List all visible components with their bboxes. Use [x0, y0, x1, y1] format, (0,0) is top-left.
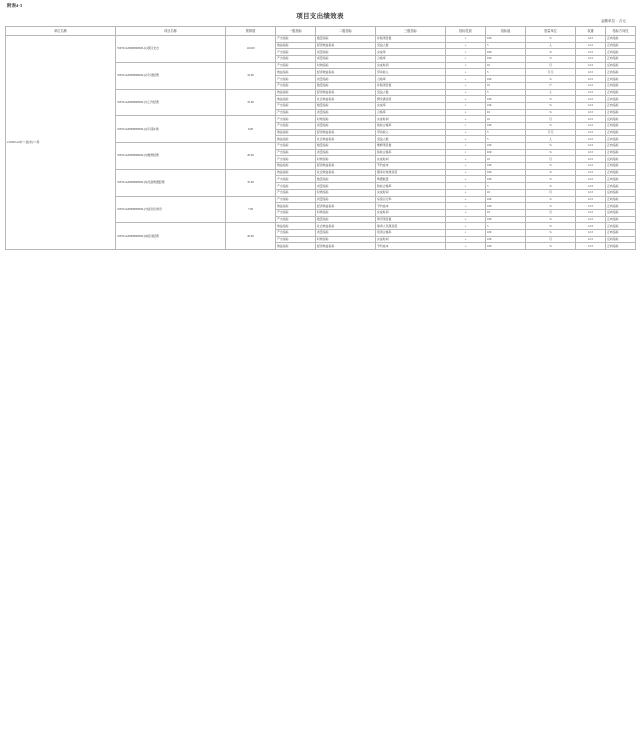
direction-cell: 正向指标	[606, 122, 636, 129]
indicator-nature-cell: ≥	[446, 176, 486, 183]
level1-indicator-cell: 效益指标	[276, 163, 316, 170]
indicator-value-cell: 10	[486, 156, 526, 163]
level3-indicator-cell: 验收合格率	[376, 183, 446, 190]
weight-cell: 12.5	[576, 143, 606, 150]
direction-cell: 正向指标	[606, 89, 636, 96]
direction-cell: 正向指标	[606, 149, 636, 156]
direction-cell: 正向指标	[606, 42, 636, 49]
level1-indicator-cell: 产出指标	[276, 236, 316, 243]
measure-unit-cell: %	[526, 102, 576, 109]
measure-unit-cell: 月	[526, 189, 576, 196]
weight-cell: 12.5	[576, 96, 606, 103]
direction-cell: 反向指标	[606, 236, 636, 243]
direction-cell: 正向指标	[606, 176, 636, 183]
project-name-cell: 350721220000000000-(2)专项经费	[116, 62, 226, 89]
level3-indicator-cell: 节约成本	[376, 203, 446, 210]
measure-unit-cell: 人	[526, 89, 576, 96]
measure-unit-cell: %	[526, 243, 576, 250]
header-cell: 二级指标	[316, 27, 376, 36]
header-cell: 一级指标	[276, 27, 316, 36]
weight-cell: 12.5	[576, 102, 606, 109]
weight-cell: 12.5	[576, 82, 606, 89]
level2-indicator-cell: 质量指标	[316, 56, 376, 63]
direction-cell: 正向指标	[606, 136, 636, 143]
level3-indicator-cell: 完成时间	[376, 62, 446, 69]
weight-cell: 12.5	[576, 136, 606, 143]
indicator-nature-cell: ≤	[446, 156, 486, 163]
indicator-value-cell: 100	[486, 96, 526, 103]
direction-cell: 正向指标	[606, 183, 636, 190]
indicator-nature-cell: =	[446, 122, 486, 129]
level2-indicator-cell: 数量指标	[316, 176, 376, 183]
level2-indicator-cell: 社会效益指标	[316, 223, 376, 230]
direction-cell: 正向指标	[606, 49, 636, 56]
direction-cell: 正向指标	[606, 243, 636, 250]
level3-indicator-cell: 维修项目数	[376, 143, 446, 150]
project-name-cell: 350721220000000000-(5)维修经费	[116, 143, 226, 170]
level3-indicator-cell: 带动收入	[376, 69, 446, 76]
budget-cell: 116.00	[226, 36, 276, 63]
indicator-nature-cell: ≥	[446, 203, 486, 210]
level3-indicator-cell: 系统运行率	[376, 196, 446, 203]
direction-cell: 正向指标	[606, 82, 636, 89]
amount-unit: 金额单位：万元	[600, 19, 626, 23]
header-cell: 指标性质	[446, 27, 486, 36]
measure-unit-cell: 月	[526, 236, 576, 243]
indicator-nature-cell: =	[446, 49, 486, 56]
level3-indicator-cell: 合格率	[376, 76, 446, 83]
measure-unit-cell: %	[526, 36, 576, 43]
table-body	[6, 36, 636, 250]
budget-cell: 35.00	[226, 169, 276, 196]
level3-indicator-cell: 受益人数	[376, 42, 446, 49]
project-name-cell: 350721220000000000-(8)培训经费	[116, 223, 226, 250]
level1-indicator-cell: 产出指标	[276, 102, 316, 109]
level2-indicator-cell: 质量指标	[316, 229, 376, 236]
level1-indicator-cell: 产出指标	[276, 189, 316, 196]
level3-indicator-cell: 完成时间	[376, 116, 446, 123]
level2-indicator-cell: 数量指标	[316, 143, 376, 150]
level2-indicator-cell: 经济效益指标	[316, 42, 376, 49]
measure-unit-cell: %	[526, 223, 576, 230]
budget-cell: 10.00	[226, 62, 276, 89]
level1-indicator-cell: 效益指标	[276, 129, 316, 136]
level2-indicator-cell: 质量指标	[316, 149, 376, 156]
level2-indicator-cell: 质量指标	[316, 76, 376, 83]
indicator-value-cell: 100	[486, 56, 526, 63]
measure-unit-cell: %	[526, 196, 576, 203]
measure-unit-cell: %	[526, 149, 576, 156]
header-cell: 单位名称	[6, 27, 116, 36]
indicator-value-cell: 100	[486, 229, 526, 236]
weight-cell: 12.5	[576, 229, 606, 236]
indicator-nature-cell: ≥	[446, 243, 486, 250]
level2-indicator-cell: 时效指标	[316, 156, 376, 163]
direction-cell: 正向指标	[606, 203, 636, 210]
measure-unit-cell: %	[526, 216, 576, 223]
direction-cell: 正向指标	[606, 102, 636, 109]
level3-indicator-cell: 验收合格率	[376, 149, 446, 156]
indicator-value-cell: 5	[486, 136, 526, 143]
level3-indicator-cell: 验收合格率	[376, 122, 446, 129]
direction-cell: 正向指标	[606, 36, 636, 43]
indicator-value-cell: 100	[486, 49, 526, 56]
indicator-value-cell: 100	[486, 143, 526, 150]
measure-unit-cell: %	[526, 143, 576, 150]
indicator-value-cell: 100	[486, 236, 526, 243]
level2-indicator-cell: 经济效益指标	[316, 243, 376, 250]
level2-indicator-cell: 时效指标	[316, 236, 376, 243]
measure-unit-cell: %	[526, 176, 576, 183]
measure-unit-cell: %	[526, 163, 576, 170]
measure-unit-cell: 户	[526, 82, 576, 89]
level3-indicator-cell: 补贴项目数	[376, 82, 446, 89]
project-name-cell: 350721220000000000-(4)专项补助	[116, 116, 226, 143]
level2-indicator-cell: 时效指标	[316, 62, 376, 69]
level3-indicator-cell: 参训人员满意度	[376, 223, 446, 230]
level3-indicator-cell: 建设项目数	[376, 216, 446, 223]
level2-indicator-cell: 经济效益指标	[316, 89, 376, 96]
level3-indicator-cell: 合格率	[376, 109, 446, 116]
level3-indicator-cell: 受益人数	[376, 136, 446, 143]
indicator-nature-cell: ≥	[446, 196, 486, 203]
weight-cell: 12.5	[576, 196, 606, 203]
weight-cell: 12.5	[576, 109, 606, 116]
level3-indicator-cell: 完成率	[376, 102, 446, 109]
level1-indicator-cell: 产出指标	[276, 176, 316, 183]
indicator-nature-cell: =	[446, 56, 486, 63]
indicator-value-cell: 5	[486, 89, 526, 96]
level1-indicator-cell: 产出指标	[276, 216, 316, 223]
indicator-nature-cell: ≥	[446, 109, 486, 116]
weight-cell: 12.5	[576, 149, 606, 156]
weight-cell: 12.5	[576, 42, 606, 49]
level1-indicator-cell: 产出指标	[276, 116, 316, 123]
indicator-nature-cell: ≤	[446, 62, 486, 69]
indicator-value-cell: 100	[486, 149, 526, 156]
direction-cell: 反向指标	[606, 62, 636, 69]
indicator-nature-cell: ≥	[446, 89, 486, 96]
budget-cell: 20.00	[226, 223, 276, 250]
weight-cell: 12.5	[576, 169, 606, 176]
measure-unit-cell: 月	[526, 209, 576, 216]
level2-indicator-cell: 经济效益指标	[316, 203, 376, 210]
measure-unit-cell: 月	[526, 116, 576, 123]
level2-indicator-cell: 时效指标	[316, 189, 376, 196]
measure-unit-cell: %	[526, 49, 576, 56]
weight-cell: 12.5	[576, 76, 606, 83]
level1-indicator-cell: 产出指标	[276, 82, 316, 89]
weight-cell: 12.5	[576, 89, 606, 96]
level1-indicator-cell: 产出指标	[276, 109, 316, 116]
weight-cell: 12.5	[576, 236, 606, 243]
indicator-value-cell: 100	[486, 216, 526, 223]
indicator-value-cell: 100	[486, 122, 526, 129]
level2-indicator-cell: 社会效益指标	[316, 96, 376, 103]
level3-indicator-cell: 服务对象满意度	[376, 169, 446, 176]
indicator-value-cell: 100	[486, 196, 526, 203]
level3-indicator-cell: 购置数量	[376, 176, 446, 183]
project-name-cell: 350721220000000000-(3)工作经费	[116, 89, 226, 116]
direction-cell: 正向指标	[606, 69, 636, 76]
level2-indicator-cell: 数量指标	[316, 36, 376, 43]
weight-cell: 12.5	[576, 183, 606, 190]
level1-indicator-cell: 产出指标	[276, 122, 316, 129]
indicator-nature-cell: ≤	[446, 189, 486, 196]
level1-indicator-cell: 效益指标	[276, 203, 316, 210]
unit-name-cell: 211000-xx市××县(市)××局	[6, 36, 116, 250]
weight-cell: 12.5	[576, 216, 606, 223]
indicator-nature-cell: ≥	[446, 42, 486, 49]
measure-unit-cell: %	[526, 76, 576, 83]
level2-indicator-cell: 质量指标	[316, 49, 376, 56]
weight-cell: 12.5	[576, 36, 606, 43]
indicator-value-cell: 100	[486, 102, 526, 109]
direction-cell: 正向指标	[606, 196, 636, 203]
measure-unit-cell: 月	[526, 62, 576, 69]
direction-cell: 正向指标	[606, 129, 636, 136]
level2-indicator-cell: 质量指标	[316, 183, 376, 190]
document-title: 项目支出绩效表	[296, 13, 344, 20]
weight-cell: 12.5	[576, 189, 606, 196]
level3-indicator-cell: 补贴项目数	[376, 36, 446, 43]
document-label: 附表4-3	[7, 3, 22, 8]
level1-indicator-cell: 效益指标	[276, 69, 316, 76]
indicator-value-cell: 100	[486, 169, 526, 176]
direction-cell: 反向指标	[606, 116, 636, 123]
indicator-value-cell: 10	[486, 209, 526, 216]
level1-indicator-cell: 产出指标	[276, 196, 316, 203]
direction-cell: 正向指标	[606, 96, 636, 103]
budget-cell: 20.00	[226, 143, 276, 170]
level1-indicator-cell: 产出指标	[276, 209, 316, 216]
indicator-nature-cell: =	[446, 76, 486, 83]
project-name-cell: 350721220000000000-(6)设备购置经费	[116, 169, 226, 196]
level1-indicator-cell: 产出指标	[276, 156, 316, 163]
budget-cell: 7.00	[226, 196, 276, 223]
measure-unit-cell: %	[526, 96, 576, 103]
indicator-nature-cell: ≤	[446, 236, 486, 243]
level1-indicator-cell: 效益指标	[276, 96, 316, 103]
table-row	[6, 36, 636, 43]
level1-indicator-cell: 效益指标	[276, 169, 316, 176]
header-cell: 权重	[576, 27, 606, 36]
header-cell: 度量单位	[526, 27, 576, 36]
level3-indicator-cell: 培训合格率	[376, 229, 446, 236]
level2-indicator-cell: 数量指标	[316, 102, 376, 109]
level1-indicator-cell: 产出指标	[276, 56, 316, 63]
measure-unit-cell: %	[526, 56, 576, 63]
level3-indicator-cell: 合格率	[376, 56, 446, 63]
level2-indicator-cell: 社会效益指标	[316, 169, 376, 176]
level2-indicator-cell: 质量指标	[316, 122, 376, 129]
level3-indicator-cell: 受益人数	[376, 89, 446, 96]
direction-cell: 正向指标	[606, 56, 636, 63]
indicator-nature-cell: ≥	[446, 36, 486, 43]
indicator-value-cell: 10	[486, 189, 526, 196]
indicator-value-cell: 100	[486, 163, 526, 170]
indicator-value-cell: 100	[486, 36, 526, 43]
indicator-value-cell: 100	[486, 243, 526, 250]
weight-cell: 12.5	[576, 69, 606, 76]
indicator-value-cell: 5	[486, 183, 526, 190]
indicator-nature-cell: ≥	[446, 69, 486, 76]
weight-cell: 12.5	[576, 49, 606, 56]
weight-cell: 12.5	[576, 56, 606, 63]
level3-indicator-cell: 节约成本	[376, 163, 446, 170]
weight-cell: 12.5	[576, 116, 606, 123]
level1-indicator-cell: 效益指标	[276, 136, 316, 143]
level1-indicator-cell: 产出指标	[276, 183, 316, 190]
measure-unit-cell: 人	[526, 136, 576, 143]
weight-cell: 12.5	[576, 209, 606, 216]
indicator-nature-cell: ≥	[446, 169, 486, 176]
direction-cell: 正向指标	[606, 229, 636, 236]
measure-unit-cell: %	[526, 229, 576, 236]
indicator-nature-cell: =	[446, 183, 486, 190]
level1-indicator-cell: 产出指标	[276, 76, 316, 83]
measure-unit-cell: %	[526, 183, 576, 190]
weight-cell: 12.5	[576, 129, 606, 136]
level1-indicator-cell: 效益指标	[276, 243, 316, 250]
indicator-value-cell: 100	[486, 76, 526, 83]
indicator-nature-cell: =	[446, 102, 486, 109]
header-cell: 预算数	[226, 27, 276, 36]
direction-cell: 正向指标	[606, 216, 636, 223]
level1-indicator-cell: 产出指标	[276, 149, 316, 156]
weight-cell: 12.5	[576, 243, 606, 250]
measure-unit-cell: 万元	[526, 69, 576, 76]
indicator-nature-cell: =	[446, 229, 486, 236]
level1-indicator-cell: 效益指标	[276, 42, 316, 49]
indicator-nature-cell: ≥	[446, 143, 486, 150]
indicator-nature-cell: ≥	[446, 136, 486, 143]
indicator-value-cell: 5	[486, 42, 526, 49]
direction-cell: 反向指标	[606, 189, 636, 196]
header-cell: 指标方向性	[606, 27, 636, 36]
indicator-value-cell: 10	[486, 62, 526, 69]
indicator-value-cell: 100	[486, 176, 526, 183]
weight-cell: 12.5	[576, 203, 606, 210]
indicator-nature-cell: ≤	[446, 209, 486, 216]
level2-indicator-cell: 数量指标	[316, 216, 376, 223]
level2-indicator-cell: 质量指标	[316, 109, 376, 116]
level2-indicator-cell: 经济效益指标	[316, 129, 376, 136]
indicator-value-cell: 5	[486, 223, 526, 230]
indicator-nature-cell: =	[446, 149, 486, 156]
level1-indicator-cell: 产出指标	[276, 36, 316, 43]
direction-cell: 正向指标	[606, 109, 636, 116]
budget-cell: 6.00	[226, 116, 276, 143]
level2-indicator-cell: 时效指标	[316, 209, 376, 216]
level1-indicator-cell: 产出指标	[276, 143, 316, 150]
level1-indicator-cell: 效益指标	[276, 89, 316, 96]
level1-indicator-cell: 产出指标	[276, 229, 316, 236]
level3-indicator-cell: 节约成本	[376, 243, 446, 250]
level2-indicator-cell: 经济效益指标	[316, 69, 376, 76]
indicator-value-cell: 10	[486, 109, 526, 116]
level2-indicator-cell: 时效指标	[316, 116, 376, 123]
level3-indicator-cell: 完成时间	[376, 236, 446, 243]
direction-cell: 正向指标	[606, 169, 636, 176]
indicator-nature-cell: ≥	[446, 223, 486, 230]
level2-indicator-cell: 经济效益指标	[316, 163, 376, 170]
measure-unit-cell: 万元	[526, 129, 576, 136]
measure-unit-cell: %	[526, 109, 576, 116]
table-header-row	[6, 27, 636, 36]
direction-cell: 正向指标	[606, 163, 636, 170]
level3-indicator-cell: 带动收入	[376, 129, 446, 136]
level3-indicator-cell: 群众满意度	[376, 96, 446, 103]
level3-indicator-cell: 完成时间	[376, 209, 446, 216]
direction-cell: 正向指标	[606, 143, 636, 150]
direction-cell: 正向指标	[606, 76, 636, 83]
indicator-value-cell: 10	[486, 82, 526, 89]
level1-indicator-cell: 产出指标	[276, 62, 316, 69]
indicator-nature-cell: ≥	[446, 216, 486, 223]
level2-indicator-cell: 数量指标	[316, 82, 376, 89]
level2-indicator-cell: 质量指标	[316, 196, 376, 203]
indicator-nature-cell: ≥	[446, 163, 486, 170]
level2-indicator-cell: 社会效益指标	[316, 136, 376, 143]
measure-unit-cell: %	[526, 203, 576, 210]
measure-unit-cell: %	[526, 169, 576, 176]
indicator-value-cell: 5	[486, 69, 526, 76]
weight-cell: 12.5	[576, 223, 606, 230]
indicator-value-cell: 10	[486, 116, 526, 123]
header-cell: 项目名称	[116, 27, 226, 36]
level3-indicator-cell: 完成率	[376, 49, 446, 56]
indicator-value-cell: 5	[486, 129, 526, 136]
performance-table-container	[5, 26, 635, 250]
weight-cell: 12.5	[576, 176, 606, 183]
header-cell: 三级指标	[376, 27, 446, 36]
indicator-nature-cell: ≥	[446, 82, 486, 89]
indicator-nature-cell: ≥	[446, 129, 486, 136]
level1-indicator-cell: 产出指标	[276, 49, 316, 56]
header-cell: 指标值	[486, 27, 526, 36]
indicator-nature-cell: ≥	[446, 96, 486, 103]
direction-cell: 正向指标	[606, 223, 636, 230]
indicator-value-cell: 100	[486, 203, 526, 210]
direction-cell: 反向指标	[606, 209, 636, 216]
level3-indicator-cell: 完成时间	[376, 156, 446, 163]
indicator-nature-cell: ≤	[446, 116, 486, 123]
project-name-cell: 350721220000000000-(1)项目支出	[116, 36, 226, 63]
weight-cell: 12.5	[576, 62, 606, 69]
level1-indicator-cell: 效益指标	[276, 223, 316, 230]
budget-cell: 10.00	[226, 89, 276, 116]
performance-table	[5, 26, 636, 250]
weight-cell: 12.5	[576, 163, 606, 170]
weight-cell: 12.5	[576, 156, 606, 163]
direction-cell: 反向指标	[606, 156, 636, 163]
weight-cell: 12.5	[576, 122, 606, 129]
measure-unit-cell: 月	[526, 156, 576, 163]
level3-indicator-cell: 完成时间	[376, 189, 446, 196]
measure-unit-cell: 人	[526, 42, 576, 49]
project-name-cell: 350721220000000000-(7)信息化建设	[116, 196, 226, 223]
measure-unit-cell: %	[526, 122, 576, 129]
